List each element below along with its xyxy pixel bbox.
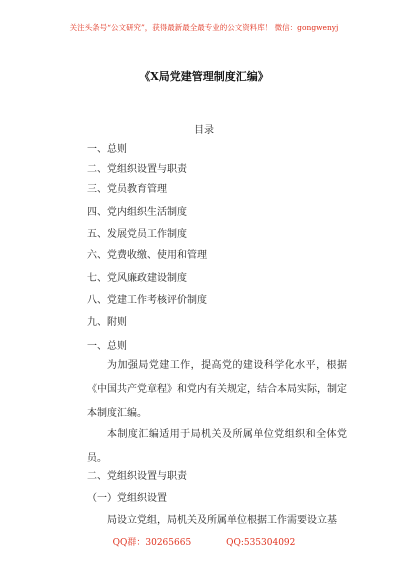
footer-contact-note xyxy=(0,535,408,548)
body-paragraph: 为加强局党建工作，提高党的建设科学化水平，根据《中国共产党章程》和党内有关规定，结合本局实际，制定本制度汇编。 xyxy=(87,360,347,419)
section-heading: 二、党组织设置与职责 xyxy=(87,471,187,482)
toc-item: 三、党员教育管理 xyxy=(87,184,167,195)
toc-item: 七、党风廉政建设制度 xyxy=(87,273,187,284)
toc-item: 五、发展党员工作制度 xyxy=(87,229,187,240)
body-paragraph: 本制度汇编适用于局机关及所属单位党组织和全体党员。 xyxy=(87,429,347,464)
header-promo-note: 关注头条号“公文研究”，获得最新最全最专业的公文资料库！ 微信：gongwenyj xyxy=(69,23,339,32)
body-paragraph: 局设立党组，局机关及所属单位根据工作需要设立基 xyxy=(107,515,337,526)
toc-heading: 目录 xyxy=(194,125,214,136)
section-heading: 一、总则 xyxy=(87,341,127,352)
footer-qq-number: QQ:535304092 xyxy=(226,538,296,548)
toc-item: 一、总则 xyxy=(87,144,127,155)
toc-item: 九、附则 xyxy=(87,317,127,328)
toc-item: 四、党内组织生活制度 xyxy=(87,207,187,218)
document-title: 《X局党建管理制度汇编》 xyxy=(139,70,269,83)
footer-qq-group: QQ群：30265665 xyxy=(112,538,192,548)
toc-item: 六、党费收缴、使用和管理 xyxy=(87,250,207,261)
toc-item: 八、党建工作考核评价制度 xyxy=(87,295,207,306)
toc-item: 二、党组织设置与职责 xyxy=(87,164,187,175)
subsection-heading: （一）党组织设置 xyxy=(87,493,167,504)
